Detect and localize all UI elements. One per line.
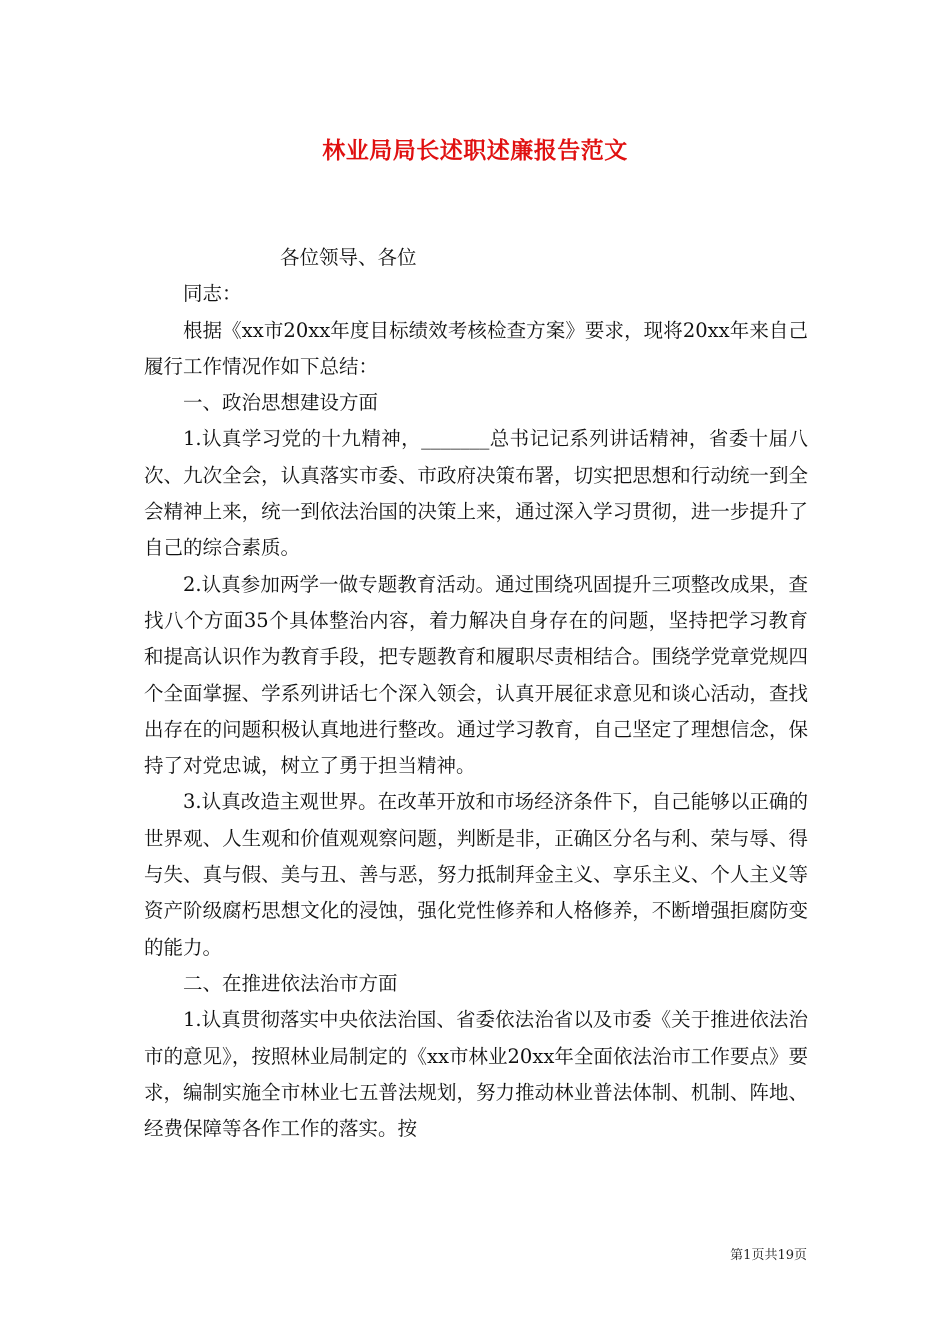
salutation-line-2: 同志： [183,282,242,306]
salutation-line-1: 各位领导、各位 [280,246,417,269]
document-title: 林业局局长述职述廉报告范文 [322,137,628,164]
paragraph-1-3: 3.认真改造主观世界。在改革开放和市场经济条件下，自己能够以正确的世界观、人生观和价值观观察问题，判断是非，正确区分名与利、荣与辱、得与失、真与假、美与丑、善与恶，努力抵制拜金主义、享乐主义、个人主义等资产阶级腐朽思想文化的浸蚀，强化党性修养和人格修养，不断增强拒腐防变的能力。 [144,790,808,959]
paragraph-2-1: 1.认真贯彻落实中央依法治国、省委依法治省以及市委《关于推进依法治市的意见》，按照林业局制定的《xx市林业20xx年全面依法治市工作要点》要求，编制实施全市林业七五普法规划，努力推动林业普法体制、机制、阵地、经费保障等各作工作的落实。按 [144,1008,808,1141]
document-body [144,240,808,1147]
paragraph-1-2: 2.认真参加两学一做专题教育活动。通过围绕巩固提升三项整改成果，查找八个方面35个具体整治内容，着力解决自身存在的问题，坚持把学习教育和提高认识作为教育手段，把专题教育和履职尽责相结合。围绕学党章党规四个全面掌握、学系列讲话七个深入领会，认真开展征求意见和谈心活动，查找出存在的问题积极认真地进行整改。通过学习教育，自己坚定了理想信念，保持了对党忠诚，树立了勇于担当精神。 [144,572,808,778]
section-heading-2: 二、在推进依法治市方面 [183,971,398,995]
paragraph-intro: 根据《xx市20xx年度目标绩效考核检查方案》要求，现将20xx年来自己履行工作情况作如下总结： [144,318,808,378]
paragraph-1-1: 1.认真学习党的十九精神，_______总书记记系列讲话精神，省委十届八次、九次全会，认真落实市委、市政府决策布署，切实把思想和行动统一到全会精神上来，统一到依法治国的决策上来，通过深入学习贯彻，进一步提升了自己的综合素质。 [144,427,808,560]
page-number-footer: 第1页共19页 [730,1248,807,1263]
section-heading-1: 一、政治思想建设方面 [183,391,379,415]
